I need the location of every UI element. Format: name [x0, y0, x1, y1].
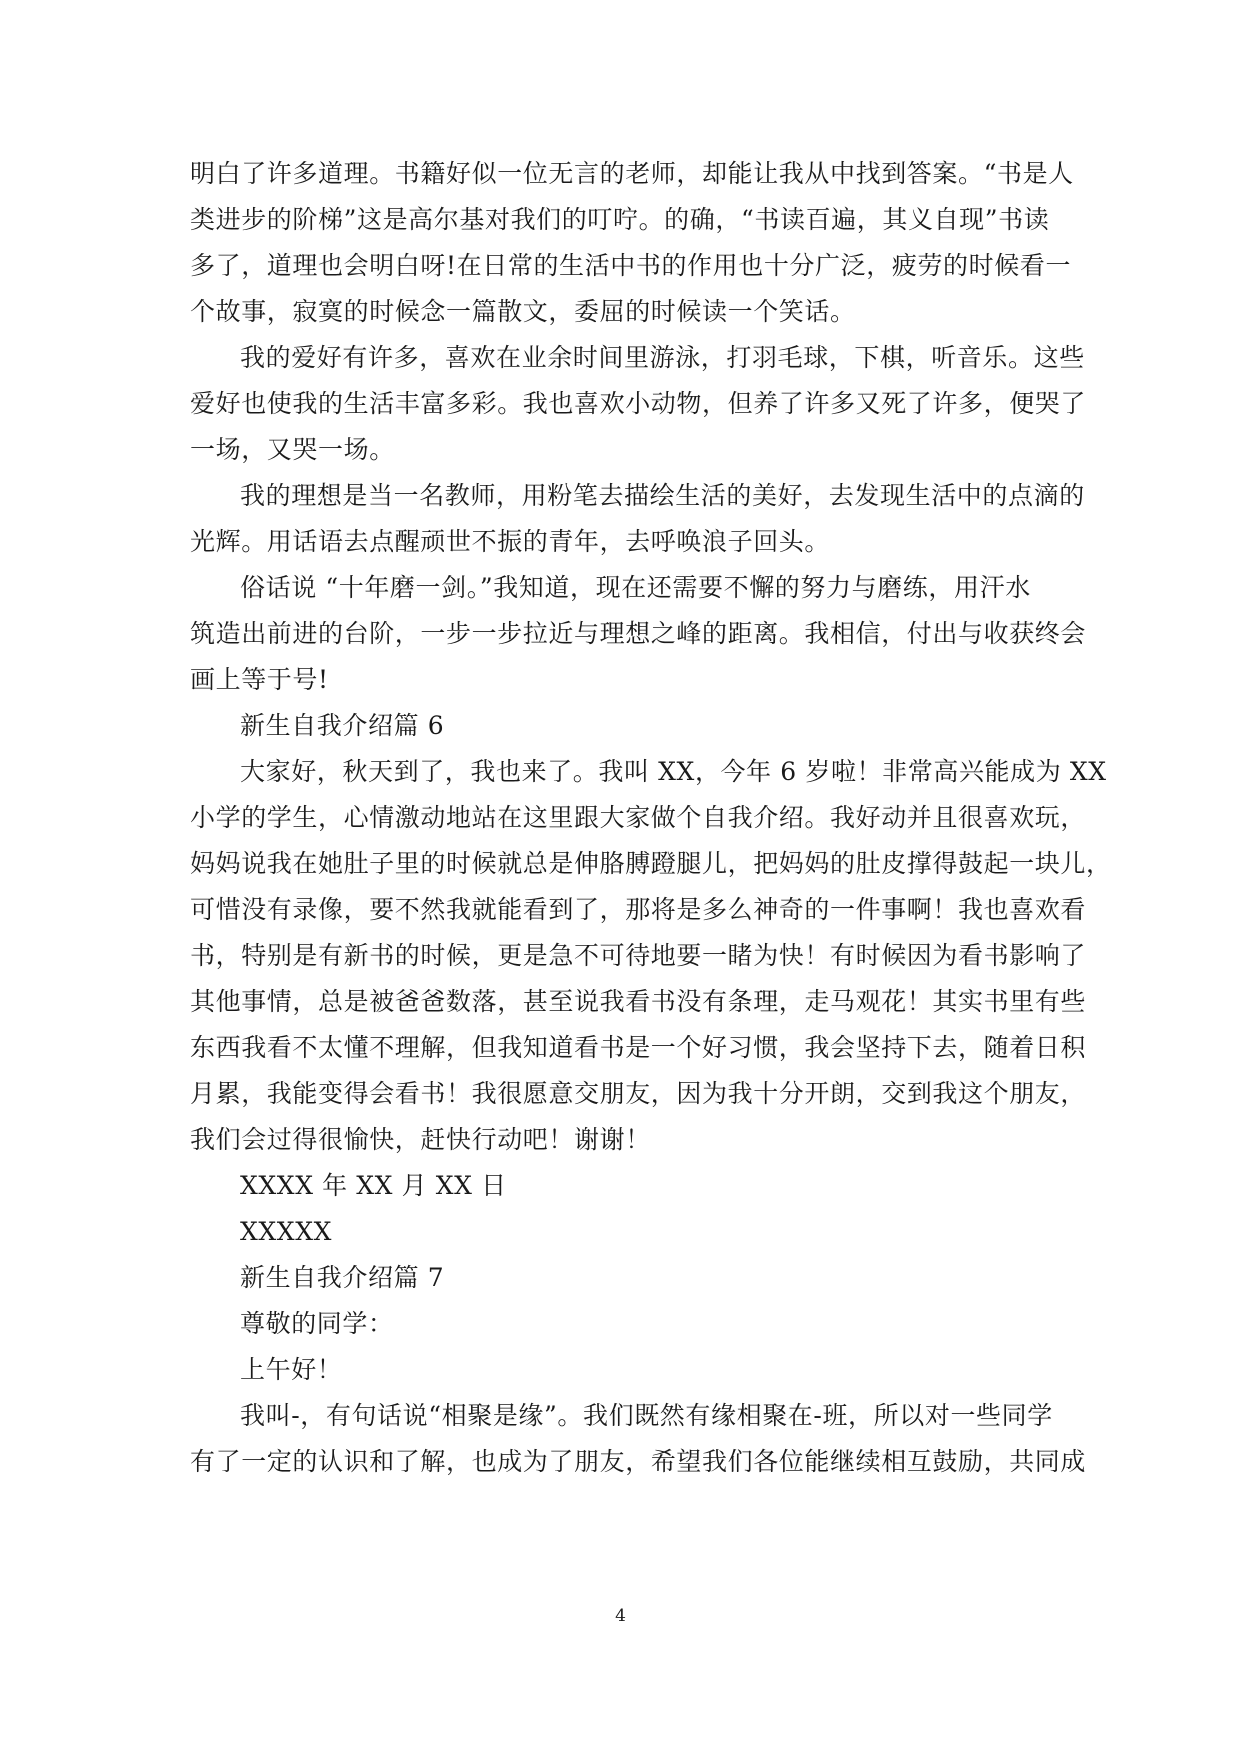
paragraph-line: 有了一定的认识和了解，也成为了朋友，希望我们各位能继续相互鼓励，共同成	[190, 1447, 1087, 1476]
paragraph-line: 明白了许多道理。书籍好似一位无言的老师，却能让我从中找到答案。“书是人	[190, 159, 1074, 188]
paragraph-line: 我的爱好有许多，喜欢在业余时间里游泳，打羽毛球，下棋，听音乐。这些	[240, 343, 1085, 372]
paragraph-line: 多了，道理也会明白呀!在日常的生活中书的作用也十分广泛，疲劳的时候看一	[190, 251, 1072, 280]
paragraph-line: 大家好，秋天到了，我也来了。我叫 XX，今年 6 岁啦！非常高兴能成为 XX	[240, 757, 1107, 786]
paragraph-line: 书，特别是有新书的时候，更是急不可待地要一睹为快！有时候因为看书影响了	[190, 941, 1087, 970]
paragraph-line: 可惜没有录像，要不然我就能看到了，那将是多么神奇的一件事啊！我也喜欢看	[190, 895, 1087, 924]
date-line: XXXX 年 XX 月 XX 日	[240, 1171, 507, 1200]
salutation-line: 尊敬的同学：	[240, 1309, 394, 1338]
paragraph-line: 其他事情，总是被爸爸数落，甚至说我看书没有条理，走马观花！其实书里有些	[190, 987, 1087, 1016]
paragraph-line: 类进步的阶梯”这是高尔基对我们的叮咛。的确，“书读百遍，其义自现”书读	[190, 205, 1050, 234]
paragraph-line: 小学的学生，心情激动地站在这里跟大家做个自我介绍。我好动并且很喜欢玩，	[190, 803, 1087, 832]
paragraph-line: 月累，我能变得会看书！我很愿意交朋友，因为我十分开朗，交到我这个朋友，	[190, 1079, 1087, 1108]
signature-line: XXXXX	[240, 1217, 332, 1246]
paragraph-line: 个故事，寂寞的时候念一篇散文，委屈的时候读一个笑话。	[190, 297, 856, 326]
paragraph-line: 我们会过得很愉快，赶快行动吧！谢谢！	[190, 1125, 651, 1154]
paragraph-line: 我的理想是当一名教师，用粉笔去描绘生活的美好，去发现生活中的点滴的	[240, 481, 1085, 510]
paragraph-line: 俗话说 “十年磨一剑。”我知道，现在还需要不懈的努力与磨练，用汗水	[240, 573, 1031, 602]
section-heading: 新生自我介绍篇 7	[240, 1263, 445, 1292]
page-number: 4	[615, 1606, 626, 1626]
paragraph-line: 一场，又哭一场。	[190, 435, 395, 464]
paragraph-line: 东西我看不太懂不理解，但我知道看书是一个好习惯，我会坚持下去，随着日积	[190, 1033, 1087, 1062]
paragraph-line: 我叫-，有句话说“相聚是缘”。我们既然有缘相聚在-班，所以对一些同学	[240, 1401, 1053, 1430]
paragraph-line: 筑造出前进的台阶，一步一步拉近与理想之峰的距离。我相信，付出与收获终会	[190, 619, 1087, 648]
paragraph-line: 妈妈说我在她肚子里的时候就总是伸胳膊蹬腿儿，把妈妈的肚皮撑得鼓起一块儿，	[190, 849, 1112, 878]
paragraph-line: 画上等于号!	[190, 665, 329, 694]
greeting-line: 上午好！	[240, 1355, 343, 1384]
paragraph-line: 爱好也使我的生活丰富多彩。我也喜欢小动物，但养了许多又死了许多，便哭了	[190, 389, 1087, 418]
section-heading: 新生自我介绍篇 6	[240, 711, 445, 740]
paragraph-line: 光辉。用话语去点醒顽世不振的青年，去呼唤浪子回头。	[190, 527, 831, 556]
